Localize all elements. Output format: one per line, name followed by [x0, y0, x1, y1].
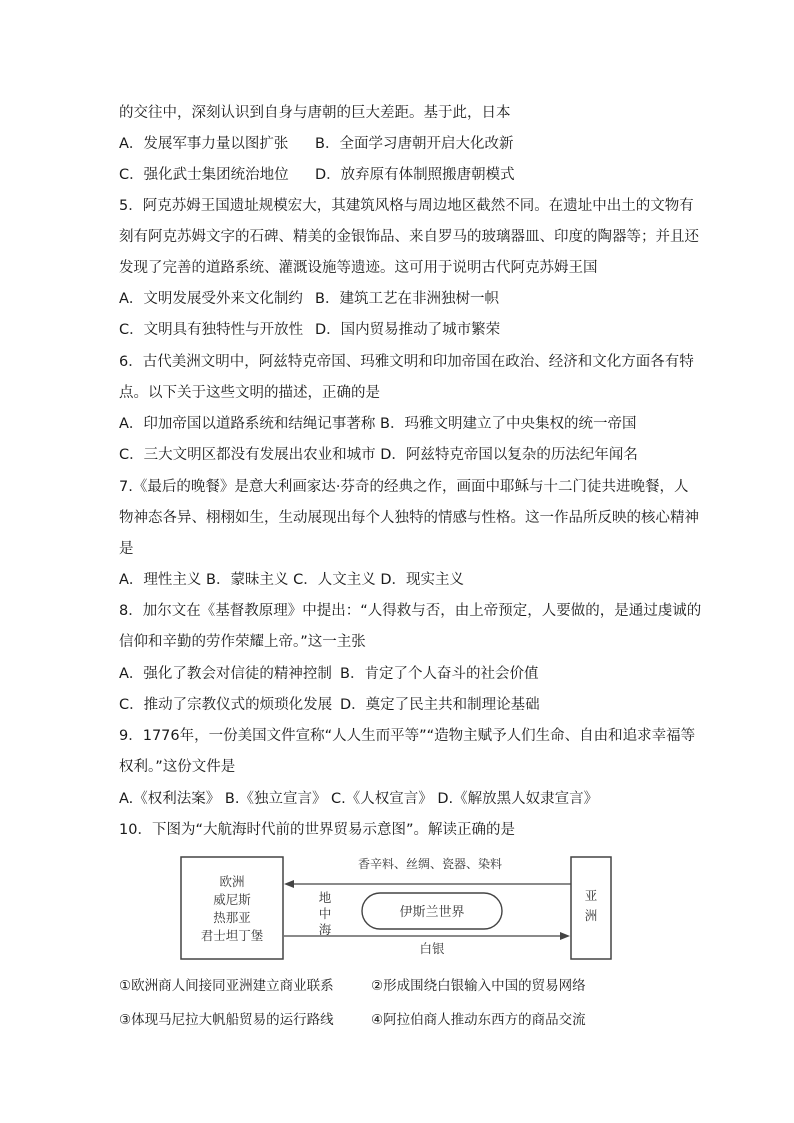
- genoa-label: 热那亚: [213, 910, 251, 925]
- sea-label-1: 地: [318, 890, 332, 905]
- q8-option-b: B．肯定了个人奋斗的社会价值: [340, 666, 539, 682]
- goods-label: 香辛料、丝绸、瓷器、染料: [357, 857, 503, 871]
- statement-4: ④阿拉伯商人推动东西方的商品交流: [371, 1012, 586, 1028]
- q5-option-d: D．国内贸易推动了城市繁荣: [315, 322, 501, 338]
- islamic-world-label: 伊斯兰世界: [399, 905, 465, 920]
- q5-stem: 发现了完善的道路系统、灌溉设施等遗迹。这可用于说明古代阿克苏姆王国: [119, 260, 598, 276]
- q7-stem: 7.《最后的晚餐》是意大利画家达·芬奇的经典之作，画面中耶稣与十二门徒共进晚餐，人: [119, 479, 689, 495]
- q9-options: A.《权利法案》 B.《独立宣言》 C.《人权宣言》 D.《解放黑人奴隶宣言》: [119, 791, 599, 807]
- q6-stem: 6．古代美洲文明中，阿兹特克帝国、玛雅文明和印加帝国在政治、经济和文化方面各有特: [119, 354, 694, 370]
- silver-arrowhead-icon: [560, 932, 570, 940]
- sea-label-2: 中: [318, 906, 332, 921]
- q4-option-d: D．放弃原有体制照搬唐朝模式: [315, 167, 515, 183]
- q8-option-c: C．推动了宗教仪式的烦琐化发展: [119, 697, 333, 713]
- venice-label: 威尼斯: [213, 892, 251, 907]
- q5-option-c: C．文明具有独特性与开放性: [119, 322, 304, 338]
- q6-options-ab: A．印加帝国以道路系统和结绳记事著称 B．玛雅文明建立了中央集权的统一帝国: [119, 416, 637, 432]
- statement-3: ③体现马尼拉大帆船贸易的运行路线: [119, 1012, 334, 1028]
- sea-label-3: 海: [318, 922, 332, 937]
- q4-option-b: B．全面学习唐朝开启大化改新: [315, 136, 514, 152]
- trade-diagram: [180, 852, 612, 964]
- q10-stem: 10．下图为“大航海时代前的世界贸易示意图”。解读正确的是: [119, 822, 515, 838]
- q5-stem: 5．阿克苏姆王国遗址规模宏大，其建筑风格与周边地区截然不同。在遗址中出土的文物有: [119, 198, 694, 214]
- silver-label: 白银: [419, 941, 445, 956]
- q4-option-c: C．强化武士集团统治地位: [119, 167, 289, 183]
- q8-stem: 信仰和辛勤的劳作荣耀上帝。”这一主张: [119, 634, 366, 650]
- goods-arrowhead-icon: [284, 880, 294, 888]
- q9-stem: 9．1776年，一份美国文件宣称“人人生而平等”“造物主赋予人们生命、自由和追求幸福等: [119, 728, 696, 744]
- q6-options-cd: C．三大文明区都没有发展出农业和城市 D．阿兹特克帝国以复杂的历法纪年闻名: [119, 447, 638, 463]
- q4-stem-end: 的交往中，深刻认识到自身与唐朝的巨大差距。基于此，日本: [119, 105, 511, 121]
- q7-stem: 物神态各异、栩栩如生，生动展现出每个人独特的情感与性格。这一作品所反映的核心精神: [119, 510, 699, 526]
- q7-options: A．理性主义 B．蒙昧主义 C．人文主义 D．现实主义: [119, 572, 464, 588]
- asia-label-1: 亚: [584, 888, 598, 903]
- constantinople-label: 君士坦丁堡: [200, 928, 264, 943]
- q8-option-d: D．奠定了民主共和制理论基础: [340, 697, 540, 713]
- q4-option-a: A．发展军事力量以图扩张: [119, 136, 289, 152]
- asia-label-2: 洲: [584, 908, 598, 923]
- q7-stem: 是: [119, 541, 134, 557]
- q9-stem: 权利。”这份文件是: [119, 759, 236, 775]
- statement-1: ①欧洲商人间接同亚洲建立商业联系: [119, 978, 334, 994]
- q8-option-a: A．强化了教会对信徒的精神控制: [119, 666, 332, 682]
- q5-option-a: A．文明发展受外来文化制约: [119, 291, 303, 307]
- q6-stem: 点。以下关于这些文明的描述，正确的是: [119, 385, 380, 401]
- europe-box: [181, 857, 283, 959]
- q8-stem: 8．加尔文在《基督教原理》中提出：“人得救与否，由上帝预定，人要做的，是通过虔诚的: [119, 603, 702, 619]
- statement-2: ②形成围绕白银输入中国的贸易网络: [371, 978, 586, 994]
- europe-label: 欧洲: [219, 874, 245, 889]
- q5-stem: 刻有阿克苏姆文字的石碑、精美的金银饰品、来自罗马的玻璃器皿、印度的陶器等；并且还: [119, 229, 699, 245]
- q5-option-b: B．建筑工艺在非洲独树一帜: [315, 291, 499, 307]
